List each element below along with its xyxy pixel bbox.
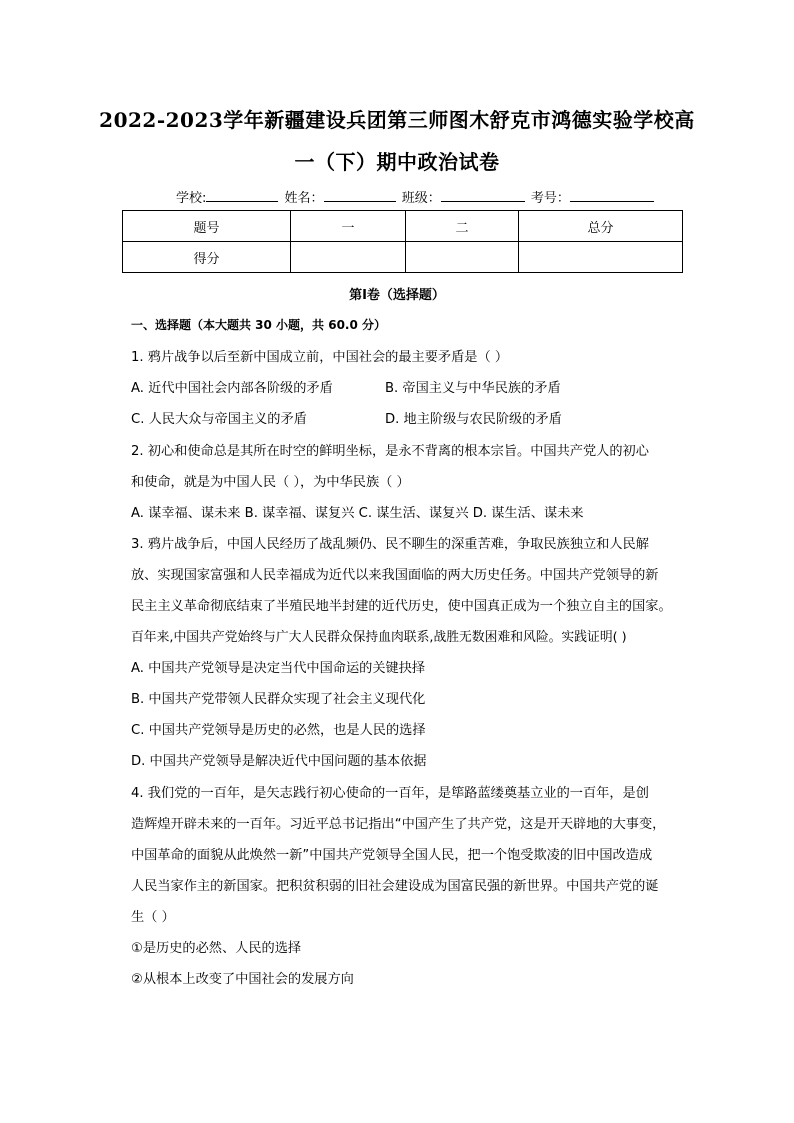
- q3-option-c: C. 中国共产党领导是历史的必然，也是人民的选择: [131, 723, 426, 738]
- q3-stem-line: 百年来,中国共产党始终与广大人民群众保持血肉联系,战胜无数困难和风险。实践证明( ): [131, 630, 627, 645]
- q2-options: A. 谋幸福、谋未来 B. 谋幸福、谋复兴 C. 谋生活、谋复兴 D. 谋生活、谋未来: [131, 506, 584, 521]
- q3-option-a: A. 中国共产党领导是决定当代中国命运的关键抉择: [131, 661, 426, 676]
- exam-title-line2: 一（下）期中政治试卷: [294, 150, 500, 174]
- q3-stem-line: 3. 鸦片战争后，中国人民经历了战乱频仍、民不聊生的深重苦难，争取民族独立和人民解: [131, 537, 649, 552]
- score-header-cell: 题号: [123, 211, 291, 242]
- score-header-cell: 二: [406, 211, 519, 242]
- exam-title-line1: 2022-2023学年新疆建设兵团第三师图木舒克市鸿德实验学校高: [99, 108, 695, 132]
- score-cell: [291, 242, 406, 273]
- score-header-cell: 总分: [519, 211, 683, 242]
- exam-number-label: 考号：: [530, 191, 570, 206]
- score-table-score-row: [123, 242, 683, 273]
- school-label: 学校:: [176, 191, 207, 206]
- q3-option-b: B. 中国共产党带领人民群众实现了社会主义现代化: [131, 692, 426, 707]
- q2-stem-line: 和使命，就是为中国人民（ ），为中华民族（ ）: [131, 475, 410, 490]
- school-blank: [206, 189, 278, 202]
- score-header-cell: 一: [291, 211, 406, 242]
- q4-item-1: ①是历史的必然、人民的选择: [131, 941, 302, 956]
- name-blank: [324, 189, 396, 202]
- q1-stem: 1. 鸦片战争以后至新中国成立前，中国社会的最主要矛盾是（ ）: [131, 350, 509, 365]
- q4-stem-line: 4. 我们党的一百年，是矢志践行初心使命的一百年，是筚路蓝缕奠基立业的一百年，是创: [131, 786, 649, 801]
- q3-stem-line: 民主主义革命彻底结束了半殖民地半封建的近代历史，使中国真正成为一个独立自主的国家。: [131, 599, 672, 614]
- q4-item-2: ②从根本上改变了中国社会的发展方向: [131, 972, 354, 987]
- score-table-header-row: [123, 211, 683, 242]
- class-blank: [441, 189, 525, 202]
- q4-stem-line: 造辉煌开辟未来的一百年。习近平总书记指出“中国产生了共产党，这是开天辟地的大事变，: [131, 817, 666, 832]
- q1-option-c: C. 人民大众与帝国主义的矛盾: [131, 412, 307, 427]
- score-row-label: 得分: [123, 242, 291, 273]
- name-label: 姓名：: [284, 191, 324, 206]
- q4-stem-line: 人民当家作主的新国家。把积贫积弱的旧社会建设成为国富民强的新世界。中国共产党的诞: [131, 879, 659, 894]
- score-table: [122, 210, 683, 273]
- section-title: 第I卷（选择题）: [349, 288, 445, 303]
- q3-stem-line: 放、实现国家富强和人民幸福成为近代以来我国面临的两大历史任务。中国共产党领导的新: [131, 568, 659, 583]
- score-cell: [519, 242, 683, 273]
- q4-stem-line: 生（ ）: [131, 910, 175, 925]
- exam-number-blank: [570, 189, 654, 202]
- part-heading: 一、选择题（本大题共 30 小题，共 60.0 分）: [131, 318, 387, 332]
- q1-option-d: D. 地主阶级与农民阶级的矛盾: [385, 412, 562, 427]
- class-label: 班级：: [401, 191, 441, 206]
- q2-stem-line: 2. 初心和使命总是其所在时空的鲜明坐标，是永不背离的根本宗旨。中国共产党人的初心: [131, 444, 649, 459]
- q3-option-d: D. 中国共产党领导是解决近代中国问题的基本依据: [131, 754, 427, 769]
- score-cell: [406, 242, 519, 273]
- student-info-row: [176, 187, 656, 206]
- q1-option-a: A. 近代中国社会内部各阶级的矛盾: [131, 381, 333, 396]
- q4-stem-line: 中国革命的面貌从此焕然一新”中国共产党领导全国人民，把一个饱受欺凌的旧中国改造成: [131, 848, 653, 863]
- q1-option-b: B. 帝国主义与中华民族的矛盾: [385, 381, 561, 396]
